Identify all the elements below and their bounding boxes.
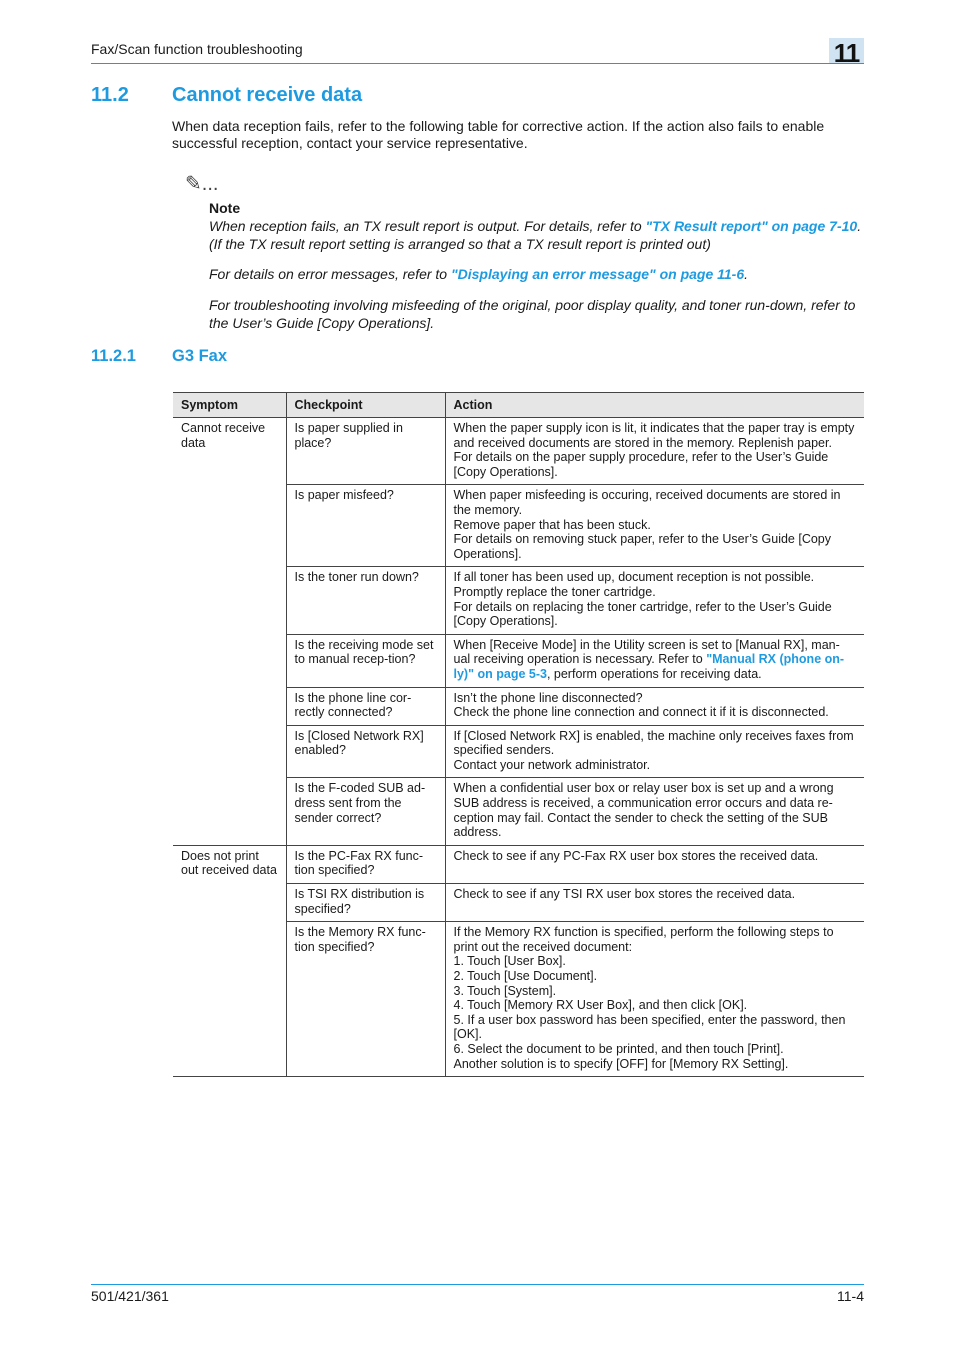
action-line: Check to see if any PC-Fax RX user box stores the received data. — [453, 848, 819, 863]
action-line: When a confidential user box or relay user box is set up and a wrong SUB address is received, a communication error occurs and data re-ception may fail. Contact the sender to check the setting of the SUB address. — [453, 781, 834, 840]
action-cell — [445, 687, 864, 725]
action-cell — [445, 725, 864, 778]
manual-rx-link[interactable]: "Manual RX (phone on-ly)" on page 5-3 — [453, 652, 845, 681]
symptom-cell: Does not print out received data — [173, 845, 286, 1076]
chapter-number-badge: 11 — [829, 38, 864, 64]
note-paragraph-3: For troubleshooting involving misfeeding of the original, poor display quality, and toner run-down, refer to the User’s Guide [Copy Operations]. — [209, 297, 856, 331]
action-line: Remove paper that has been stuck. — [453, 517, 651, 532]
note-paragraph-1: When reception fails, an TX result report is output. For details, refer to "TX Result report" on page 7-10. (If the TX result report setting is arranged so that a TX result report is printed out) — [209, 218, 862, 252]
action-line: For details on replacing the toner cartridge, refer to the User’s Guide [Copy Operations]. — [453, 599, 832, 629]
action-line: Another solution is to specify [OFF] for [Memory RX Setting]. — [453, 1056, 789, 1071]
action-line: 3. Touch [System]. — [453, 983, 557, 998]
action-line: For details on removing stuck paper, refer to the User’s Guide [Copy Operations]. — [453, 532, 831, 561]
column-header-symptom: Symptom — [173, 393, 286, 418]
header-divider — [91, 63, 864, 64]
action-line: If the Memory RX function is specified, perform the following steps to print out the received document: — [453, 925, 834, 954]
troubleshooting-table — [173, 392, 864, 1077]
section-number: 11.2 — [91, 84, 129, 106]
action-cell — [445, 922, 864, 1077]
table-header-row — [173, 393, 864, 418]
action-line: Isn’t the phone line disconnected? — [453, 690, 643, 705]
action-line: 6. Select the document to be printed, and then touch [Print]. — [453, 1041, 784, 1056]
checkpoint-cell: Is the F-coded SUB ad-dress sent from the sender correct? — [286, 778, 445, 845]
action-cell — [445, 485, 864, 567]
action-cell — [445, 567, 864, 634]
symptom-cell: Cannot receive data — [173, 418, 286, 846]
note-label: Note — [209, 200, 241, 216]
action-line: 4. Touch [Memory RX User Box], and then click [OK]. — [453, 998, 748, 1013]
subsection-number: 11.2.1 — [91, 347, 136, 365]
action-cell — [445, 778, 864, 845]
section-intro: When data reception fails, refer to the following table for corrective action. If the action also fails to enable successful reception, contact your service representative. — [172, 118, 825, 151]
action-cell — [445, 845, 864, 883]
table-row — [173, 845, 864, 883]
footer-model: 501/421/361 — [91, 1288, 169, 1304]
running-header-title: Fax/Scan function troubleshooting — [91, 41, 303, 57]
action-line: If [Closed Network RX] is enabled, the machine only receives faxes from specified senders. — [453, 728, 854, 758]
checkpoint-cell: Is paper supplied in place? — [286, 418, 445, 485]
section-title: Cannot receive data — [172, 84, 363, 106]
action-line: If all toner has been used up, document reception is not possible. Promptly replace the toner cartridge. — [453, 570, 815, 599]
subsection-title: G3 Fax — [172, 347, 228, 365]
column-header-action: Action — [445, 393, 864, 418]
action-text: , perform operations for receiving data. — [546, 666, 762, 681]
checkpoint-cell: Is the PC-Fax RX func-tion specified? — [286, 845, 445, 883]
action-line: 5. If a user box password has been specified, enter the password, then [OK]. — [453, 1012, 846, 1042]
checkpoint-cell: Is paper misfeed? — [286, 485, 445, 567]
column-header-checkpoint: Checkpoint — [286, 393, 445, 418]
checkpoint-cell: Is [Closed Network RX] enabled? — [286, 725, 445, 778]
checkpoint-cell: Is TSI RX distribution is specified? — [286, 884, 445, 922]
action-line: For details on the paper supply procedure, refer to the User’s Guide [Copy Operations]. — [453, 450, 829, 479]
footer-divider — [91, 1284, 864, 1285]
action-cell — [445, 634, 864, 687]
checkpoint-cell: Is the phone line cor-rectly connected? — [286, 687, 445, 725]
checkpoint-cell: Is the toner run down? — [286, 567, 445, 634]
checkpoint-cell: Is the receiving mode set to manual recep-tion? — [286, 634, 445, 687]
action-line: Contact your network administrator. — [453, 757, 651, 772]
action-line: 1. Touch [User Box]. — [453, 954, 566, 969]
pencil-note-icon: ✎... — [185, 173, 219, 195]
action-line: Check to see if any TSI RX user box stores the received data. — [453, 887, 796, 902]
table-row — [173, 418, 864, 485]
footer-page-number: 11-4 — [837, 1288, 864, 1304]
tx-result-report-link[interactable]: "TX Result report" on page 7-10 — [645, 218, 858, 234]
action-line: 2. Touch [Use Document]. — [453, 969, 598, 983]
action-line: When the paper supply icon is lit, it indicates that the paper tray is empty and received documents are stored in the memory. Replenish paper. — [453, 421, 855, 450]
note-paragraph-2: For details on error messages, refer to "Displaying an error message" on page 11-6. — [209, 266, 749, 282]
error-message-link[interactable]: "Displaying an error message" on page 11-6 — [451, 266, 745, 282]
action-line: When paper misfeeding is occuring, received documents are stored in the memory. — [453, 488, 841, 517]
action-line: Check the phone line connection and connect it if it is disconnected. — [453, 705, 829, 720]
action-text: When [Receive Mode] in the Utility screen is set to [Manual RX], man-ual receiving operation is necessary. Refer to — [453, 637, 840, 667]
action-cell — [445, 418, 864, 485]
action-cell — [445, 884, 864, 922]
checkpoint-cell: Is the Memory RX func-tion specified? — [286, 922, 445, 1077]
